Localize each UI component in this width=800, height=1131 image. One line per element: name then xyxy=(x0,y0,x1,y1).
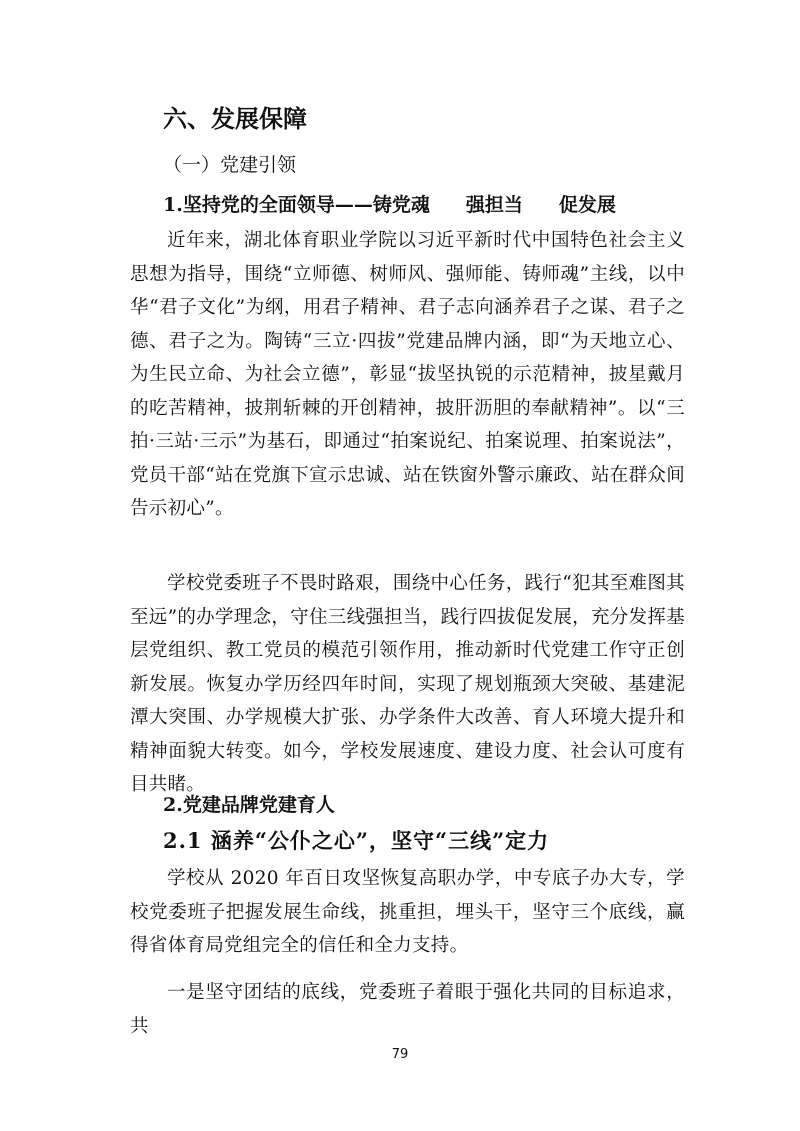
heading-2-1: 2.1 涵养“公仆之心”，坚守“三线”定力 xyxy=(163,828,550,853)
heading-1 xyxy=(163,190,718,220)
heading-1-part3: 促发展 xyxy=(558,194,616,216)
page-number: 79 xyxy=(391,1047,409,1062)
heading-1-part2: 强担当 xyxy=(465,194,523,216)
section-title: 六、发展保障 xyxy=(163,105,307,133)
heading-1-main: 1.坚持党的全面领导——铸党魂 xyxy=(163,194,430,216)
heading-2: 2.党建品牌党建育人 xyxy=(163,794,335,816)
body-paragraph-1: 近年来，湖北体育职业学院以习近平新时代中国特色社会主义思想为指导，围绕“立师德、树师风、强师能、铸师魂”主线，以中华“君子文化”为纲，用君子精神、君子志向涵养君子之谋、君子之德、君子之为。陶铸“三立·四拔”党建品牌内涵，即“为天地立心、为生民立命、为社会立德”，彰显“拔坚执锐的示范精神，披星戴月的吃苦精神，披荆斩棘的开创精神，披肝沥胆的奉献精神”。以“三拍·三站·三示”为基石，即通过“拍案说纪、拍案说理、拍案说法”，党员干部“站在党旗下宣示忠诚、站在铁窗外警示廉政、站在群众间告示初心”。 xyxy=(130,230,685,519)
body-paragraph-4: 一是坚守团结的底线，党委班子着眼于强化共同的目标追求，共 xyxy=(130,982,685,1037)
body-paragraph-3: 学校从 2020 年百日攻坚恢复高职办学，中专底子办大专，学校党委班子把握发展生命线，挑重担，埋头干，坚守三个底线，赢得省体育局党组完全的信任和全力支持。 xyxy=(130,868,685,956)
subsection-title: （一）党建引领 xyxy=(163,154,297,176)
body-paragraph-2: 学校党委班子不畏时路艰，围绕中心任务，践行“犯其至难图其至远”的办学理念，守住三线强担当，践行四拔促发展，充分发挥基层党组织、教工党员的模范引领作用，推动新时代党建工作守正创新发展。恢复办学历经四年时间，实现了规划瓶颈大突破、基建泥潭大突围、办学规模大扩张、办学条件大改善、育人环境大提升和精神面貌大转变。如今，学校发展速度、建设力度、社会认可度有目共睹。 xyxy=(130,573,685,795)
